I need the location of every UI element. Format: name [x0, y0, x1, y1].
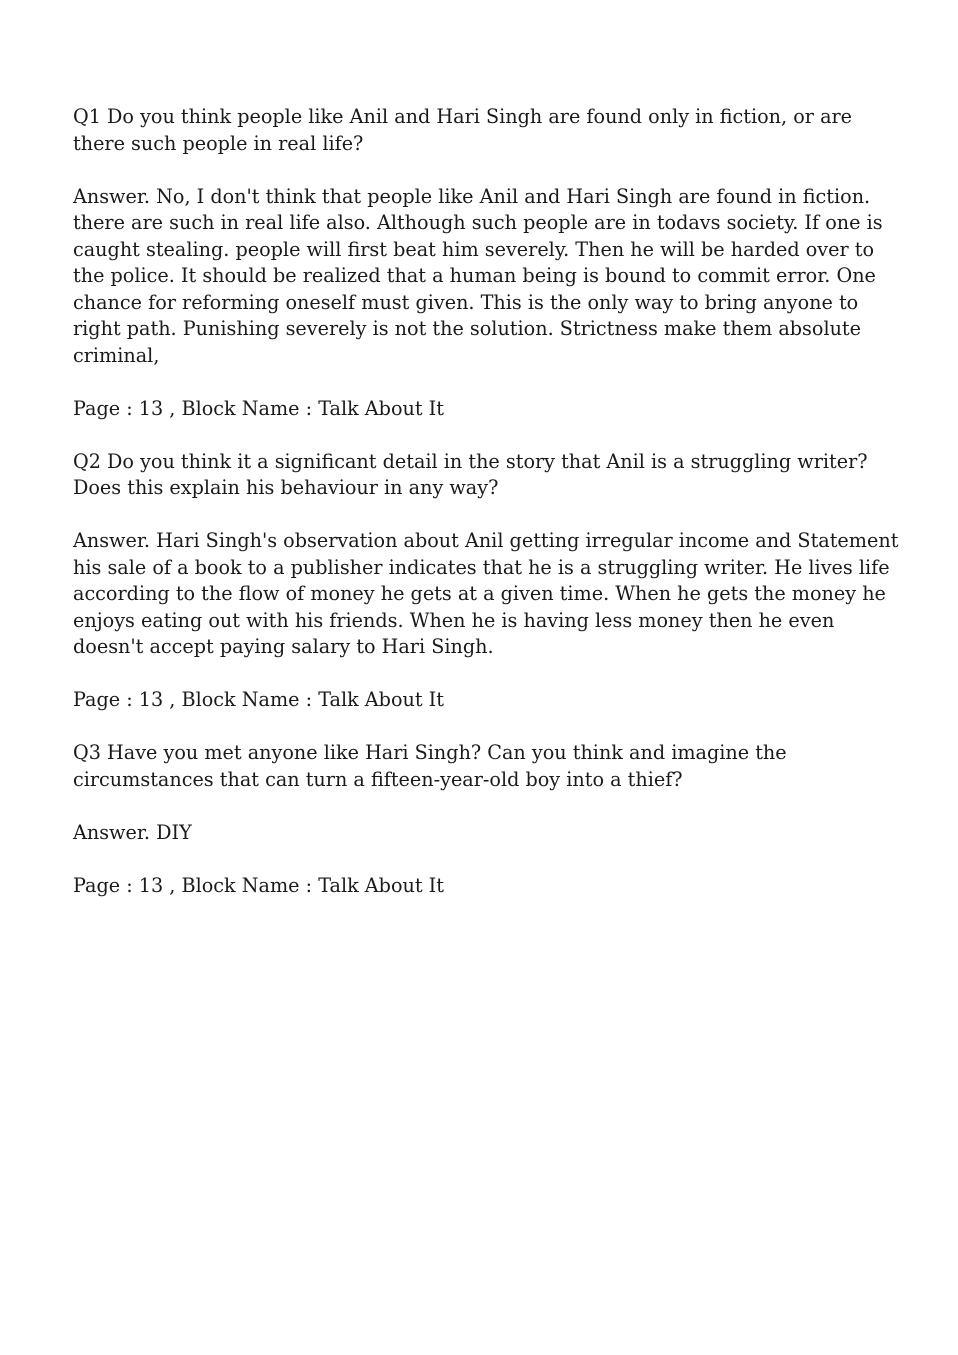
qa-block-3 [73, 740, 905, 899]
answer-text: Answer. Hari Singh's observation about Anil getting irregular income and Statement his sale of a book to a publisher indicates that he is a struggling writer. He lives life according to the flow of money he gets at a given time. When he gets the money he enjoys eating out with his friends. When he is having less money then he even doesn't accept paying salary to Hari Singh. [73, 529, 899, 658]
question-text: Q1 Do you think people like Anil and Hari Singh are found only in fiction, or are there such people in real life? [73, 105, 853, 155]
question-text: Q2 Do you think it a significant detail in the story that Anil is a struggling writer? Does this explain his behaviour in any way? [73, 449, 868, 499]
answer-text: Answer. DIY [73, 820, 192, 844]
qa-block-1 [73, 104, 905, 422]
page-reference: Page : 13 , Block Name : Talk About It [73, 396, 444, 420]
document-page [73, 104, 905, 926]
qa-block-2 [73, 449, 905, 714]
page-reference: Page : 13 , Block Name : Talk About It [73, 873, 444, 897]
page-reference: Page : 13 , Block Name : Talk About It [73, 688, 444, 711]
answer-text: Answer. No, I don't think that people like Anil and Hari Singh are found in fiction. there are such in real life also. Although such people are in todavs society. If one is caught stealing. people will first beat him severely. Then he will be harded over to the police. It should be realized that a human being is bound to commit error. One chance for reforming oneself must given. This is the only way to bring anyone to right path. Punishing severely is not the solution. Strictness make them absolute criminal, [73, 184, 883, 367]
question-text: Q3 Have you met anyone like Hari Singh? Can you think and imagine the circumstances that can turn a fifteen-year-old boy into a thief? [73, 741, 787, 791]
